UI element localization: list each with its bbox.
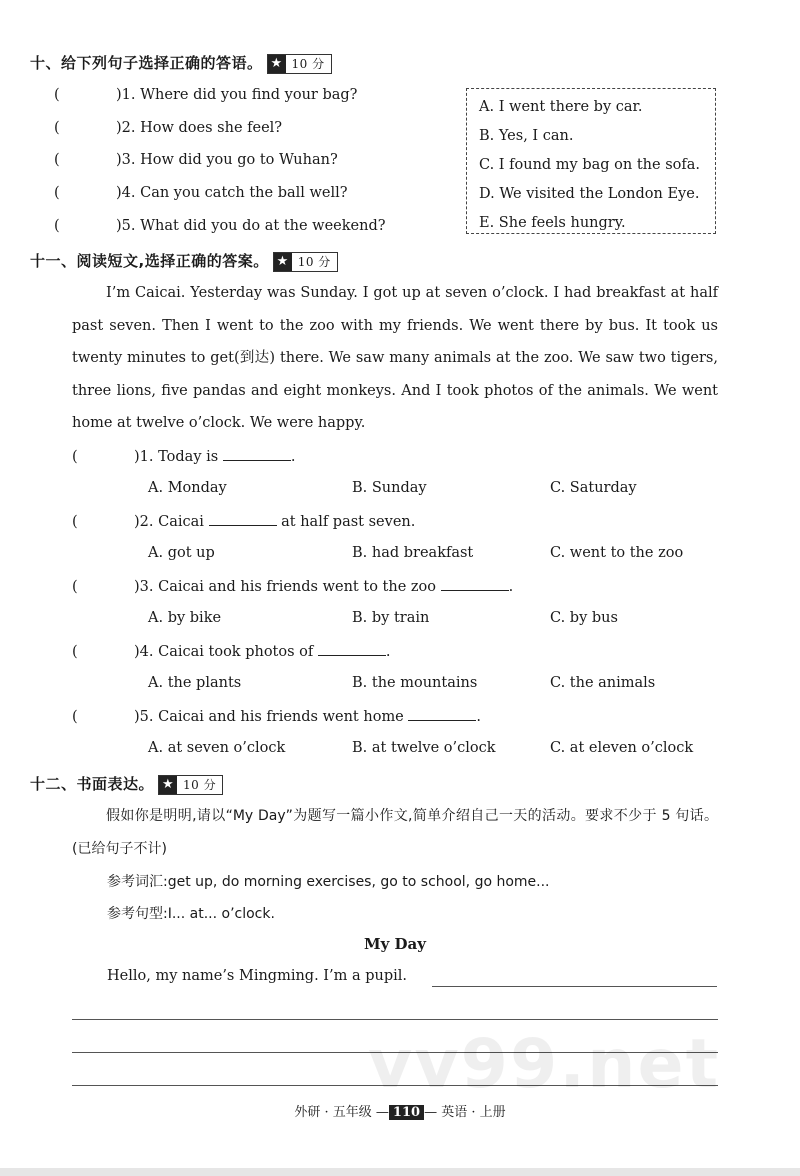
s11-question-4: ( )4. Caicai took photos of . [72,644,391,660]
writing-line[interactable] [432,986,717,987]
answer-paren-close: ) [116,120,122,136]
score-badge [273,252,338,272]
choice-b: B. the mountains [352,675,478,691]
s10-question-3 [54,152,338,168]
choice-c: C. the animals [550,675,656,691]
answer-paren-close: ) [116,185,122,201]
section-12-header [30,773,223,795]
reference-pattern: 参考句型:I... at... o’clock. [107,906,275,922]
s10-question-1 [54,87,357,103]
answer-paren: ( [72,709,78,725]
score-badge [267,54,332,74]
bottom-edge [0,1168,800,1176]
score-points: 10 分 [291,57,325,71]
question-text: Caicai and his friends went to the zoo [158,579,436,595]
answer-paren: ( [54,120,60,136]
choice-b: B. at twelve o’clock [352,740,496,756]
reference-vocabulary: 参考词汇:get up, do morning exercises, go to school, go home... [107,874,550,890]
star-icon: ★ [268,55,286,73]
answer-options-box [466,88,716,234]
question-number: 2. [121,120,136,136]
answer-paren-close: ) [116,218,122,234]
score-points: 10 分 [183,778,217,792]
question-text: Caicai [158,514,204,530]
question-text-end: at half past seven. [281,514,416,530]
reading-passage: I’m Caicai. Yesterday was Sunday. I got up at seven o’clock. I had breakfast at half past seven. Then I went to the zoo with my friends. We went there by bus. It took us twenty minutes to get(到达) there. We saw many animals at the zoo. We saw two tigers, three lions, five pandas and eight monkeys. And I took photos of the animals. We went home at twelve o’clock. We were happy. [72,285,718,431]
s11-question-1: ( )1. Today is . [72,449,296,465]
star-icon: ★ [159,776,177,794]
answer-paren: ( [72,644,78,660]
section-11-header [30,250,338,272]
option-e: E. She feels hungry. [479,215,626,231]
question-number: 1. [121,87,136,103]
s10-question-2 [54,120,282,136]
s11-question-5: ( )5. Caicai and his friends went home . [72,709,481,725]
question-text-end: . [385,644,391,660]
section-11-title: 十一、阅读短文,选择正确的答案。 [30,252,269,270]
question-number: 2. [139,514,154,530]
question-text: Caicai took photos of [158,644,314,660]
choice-b: B. had breakfast [352,545,474,561]
answer-paren-close: ) [116,152,122,168]
option-a: A. I went there by car. [479,99,643,115]
answer-blank [223,447,291,461]
option-b: B. Yes, I can. [479,128,574,144]
answer-paren: ( [72,449,78,465]
choice-a: A. Monday [148,480,227,496]
section-10-header [30,52,332,74]
writing-instruction: 假如你是明明,请以“My Day”为题写一篇小作文,简单介绍自己一天的活动。要求不少于 5 句话。(已给句子不计) [72,808,718,857]
question-number: 5. [121,218,136,234]
option-d: D. We visited the London Eye. [479,186,700,202]
choice-c: C. by bus [550,610,618,626]
choice-a: A. the plants [148,675,242,691]
choice-b: B. by train [352,610,430,626]
star-icon: ★ [274,253,292,271]
option-c: C. I found my bag on the sofa. [479,157,700,173]
choice-c: C. Saturday [550,480,637,496]
choice-a: A. got up [148,545,215,561]
choice-c: C. went to the zoo [550,545,684,561]
page-number: 110 [389,1105,424,1120]
question-number: 5. [139,709,154,725]
answer-paren: ( [54,218,60,234]
choice-c: C. at eleven o’clock [550,740,694,756]
s10-question-5 [54,218,386,234]
s11-question-3: ( )3. Caicai and his friends went to the zoo . [72,579,514,595]
question-number: 3. [139,579,154,595]
question-text: Caicai and his friends went home [158,709,404,725]
question-text: Can you catch the ball well? [140,185,348,201]
score-badge [158,775,223,795]
watermark: vv99.net [368,1025,721,1104]
question-number: 4. [139,644,154,660]
answer-paren: ( [54,185,60,201]
essay-title: My Day [364,935,426,953]
footer-right: — 英语 · 上册 [424,1105,506,1120]
question-text: How does she feel? [140,120,283,136]
footer-left: 外研 · 五年级 — [294,1105,389,1120]
answer-blank [408,707,476,721]
answer-paren-close: ) [116,87,122,103]
s10-question-4 [54,185,348,201]
question-number: 1. [139,449,154,465]
question-text-end: . [290,449,296,465]
question-text: What did you do at the weekend? [140,218,386,234]
answer-blank [209,512,277,526]
answer-paren: ( [72,514,78,530]
question-text: Today is [158,449,219,465]
question-text: Where did you find your bag? [140,87,358,103]
answer-paren: ( [54,87,60,103]
choice-a: A. at seven o’clock [148,740,286,756]
section-10-title: 十、给下列句子选择正确的答语。 [30,54,263,72]
question-number: 4. [121,185,136,201]
choice-b: B. Sunday [352,480,427,496]
question-text-end: . [508,579,514,595]
section-12-title: 十二、书面表达。 [30,775,155,793]
answer-paren: ( [54,152,60,168]
essay-starter: Hello, my name’s Mingming. I’m a pupil. [107,968,408,984]
question-text: How did you go to Wuhan? [140,152,338,168]
answer-paren: ( [72,579,78,595]
s11-question-2: ( )2. Caicai at half past seven. [72,514,416,530]
question-text-end: . [476,709,481,725]
answer-blank [441,577,509,591]
writing-line[interactable] [72,1019,718,1020]
score-points: 10 分 [297,255,331,269]
choice-a: A. by bike [148,610,222,626]
page-footer [0,1101,800,1120]
answer-blank [318,642,386,656]
question-number: 3. [121,152,136,168]
